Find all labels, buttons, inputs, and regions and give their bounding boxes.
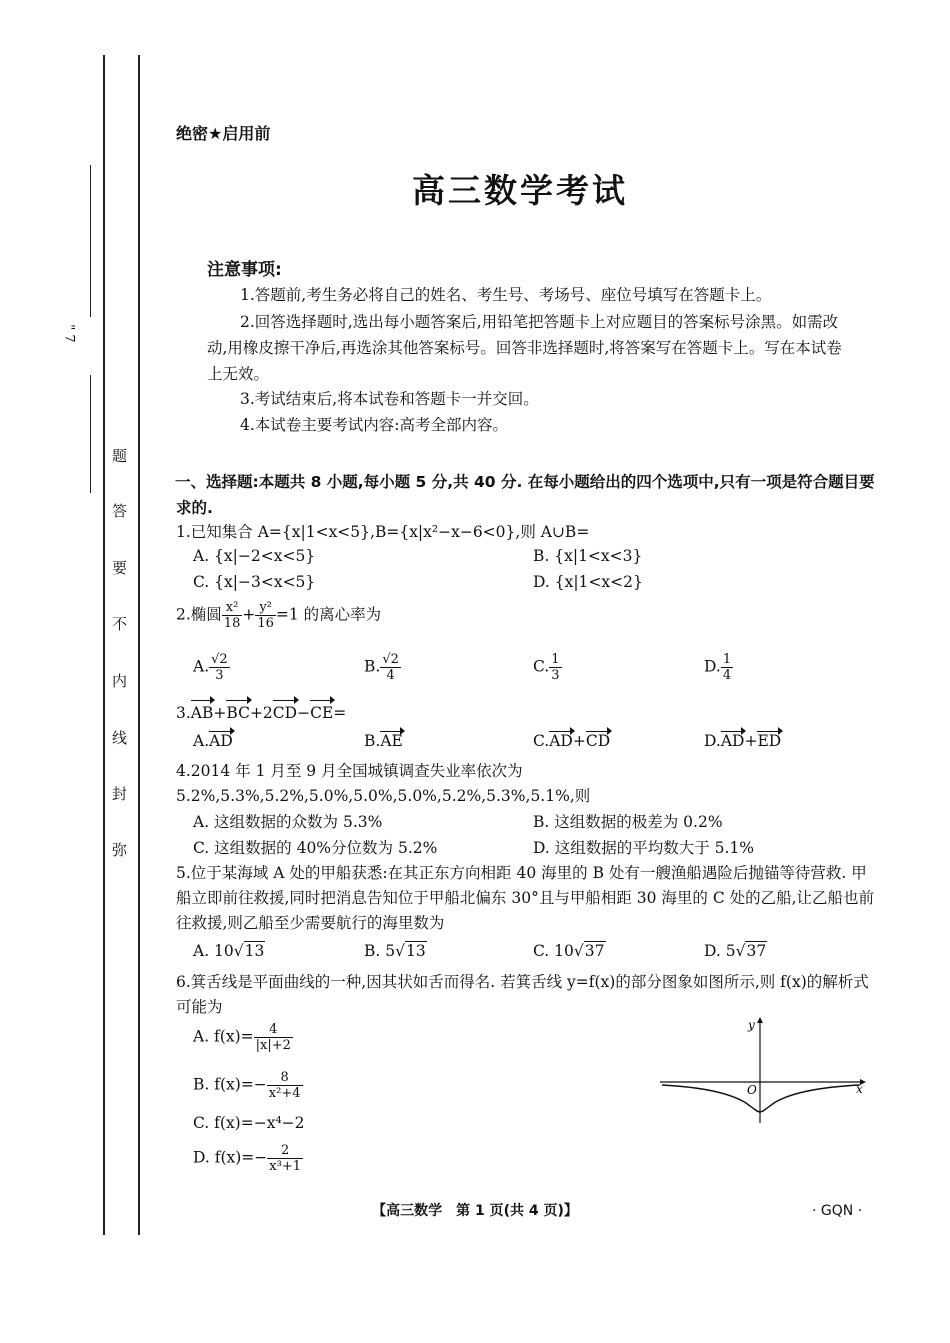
- label: D. f(x)=−: [193, 1148, 268, 1167]
- fraction: [267, 1143, 303, 1174]
- label: A.: [193, 657, 210, 676]
- binding-line-left: [103, 55, 105, 1235]
- q2-option-d: [704, 652, 733, 683]
- seal-char: 线: [112, 729, 128, 747]
- q5-option-d: D. 5√37: [704, 942, 767, 960]
- secret-label: 绝密★启用前: [176, 124, 271, 143]
- q4-option-b: B. 这组数据的极差为 0.2%: [533, 813, 723, 831]
- label: B.: [364, 732, 381, 750]
- page-footer: 【高三数学 第 1 页(共 4 页)】: [372, 1203, 578, 1219]
- q2-option-b: [364, 652, 401, 683]
- page-title: 高三数学考试: [412, 171, 628, 210]
- vector: BC: [226, 701, 250, 726]
- denominator: 4: [386, 668, 395, 683]
- question-6-stem: 6.箕舌线是平面曲线的一种,因其状如舌而得名. 若箕舌线 y=f(x)的部分图象如图所示,则 f(x)的解析式可能为: [176, 973, 869, 1016]
- fraction: [380, 652, 401, 683]
- question-4-stem: 4.2014 年 1 月至 9 月全国城镇调查失业率依次为 5.2%,5.3%,5.2%,5.0%,5.0%,5.0%,5.2%,5.3%,5.1%,则: [176, 762, 591, 805]
- q6-option-b: [193, 1070, 303, 1101]
- seal-char: 题: [112, 447, 128, 465]
- q6-option-a: [193, 1022, 293, 1053]
- question-5-stem: 5.位于某海域 A 处的甲船获悉:在其正东方向相距 40 海里的 B 处有一艘渔船遇险后抛锚等待营救. 甲船立即前往救援,同时把消息告知位于甲船北偏东 30°且与甲船相距 30 海里的 C 处的乙船,让乙船也前往救援,则乙船至少需要航行的海里数为: [176, 864, 875, 932]
- numerator: 1: [722, 652, 732, 667]
- denominator: 3: [551, 668, 560, 683]
- q4-option-c: C. 这组数据的 40%分位数为 5.2%: [193, 839, 438, 857]
- vector: AE: [380, 732, 403, 750]
- op: +: [213, 704, 227, 722]
- q1-option-d: D. {x|1<x<2}: [533, 573, 643, 591]
- q6-option-d: [193, 1143, 303, 1174]
- paper-code: · GQN ·: [812, 1203, 863, 1219]
- op: −: [297, 704, 311, 722]
- q1-option-b: B. {x|1<x<3}: [533, 547, 643, 565]
- q3-option-d: [704, 732, 781, 750]
- q3-option-a: [193, 732, 233, 750]
- q1-option-c: C. {x|−3<x<5}: [193, 573, 316, 591]
- seal-char: 内: [112, 672, 128, 690]
- binding-line-right: [138, 55, 140, 1235]
- fraction: [549, 652, 561, 683]
- op: =: [333, 704, 347, 722]
- denominator: 3: [215, 668, 224, 683]
- label: C.: [533, 657, 550, 676]
- witch-curve-graph: [660, 1015, 870, 1125]
- fraction: [721, 652, 733, 683]
- label: A. f(x)=: [193, 1027, 254, 1046]
- label: D.: [704, 732, 721, 750]
- question-1-stem: 1.已知集合 A={x|1<x<5},B={x|x²−x−6<0},则 A∪B=: [176, 523, 590, 541]
- denominator: 16: [257, 616, 274, 631]
- seal-char: 封: [112, 785, 128, 803]
- denominator: |x|+2: [255, 1038, 291, 1053]
- q4-option-a: A. 这组数据的众数为 5.3%: [193, 813, 383, 831]
- q3-option-b: [364, 732, 403, 750]
- fraction: [209, 652, 230, 683]
- fraction: [254, 1022, 293, 1053]
- question-2-stem: [176, 600, 881, 631]
- axis-label-y: y: [748, 1018, 755, 1032]
- label: C. 10: [533, 942, 574, 960]
- numerator: y²: [255, 600, 276, 616]
- label: A. 10: [193, 942, 234, 960]
- fraction: [267, 1070, 303, 1101]
- seal-char: 不: [112, 615, 128, 633]
- plus: +: [242, 605, 256, 624]
- vector: CD: [273, 701, 297, 726]
- question-3-stem: [176, 701, 881, 726]
- seal-char: 答: [112, 502, 128, 520]
- q6-option-c: C. f(x)=−x⁴−2: [193, 1114, 305, 1132]
- notice-item: 2.回答选择题时,选出每小题答案后,用铅笔把答题卡上对应题目的答案标号涂黑。如需改动,用橡皮擦干净后,再选涂其他答案标号。回答非选择题时,将答案写在答题卡上。写在本试卷上无效。: [207, 313, 842, 383]
- notice-item: 1.答题前,考生务必将自己的姓名、考生号、考场号、座位号填写在答题卡上。: [240, 286, 772, 304]
- radicand: 37: [746, 942, 767, 960]
- label: B. f(x)=−: [193, 1075, 267, 1094]
- vector: AD: [209, 732, 233, 750]
- y-axis-arrow: [757, 1017, 763, 1023]
- label: C.: [533, 732, 550, 750]
- q2-option-c: [533, 652, 562, 683]
- label: B. 5: [364, 942, 396, 960]
- q4-option-d: D. 这组数据的平均数大于 5.1%: [533, 839, 755, 857]
- q3-number: 3.: [176, 704, 191, 722]
- radicand: 13: [244, 942, 265, 960]
- vector: AD: [720, 732, 745, 750]
- radicand: 13: [406, 942, 426, 960]
- numerator: 8: [267, 1070, 303, 1086]
- q5-option-c: C. 10√37: [533, 942, 605, 960]
- section-heading: 一、选择题:本题共 8 小题,每小题 5 分,共 40 分. 在每小题给出的四个选项中,只有一项是符合题目要求的.: [175, 473, 875, 517]
- curve: [662, 1085, 860, 1112]
- vector: AB: [191, 701, 214, 726]
- vector: ED: [757, 732, 782, 750]
- denominator: x³+1: [269, 1159, 301, 1174]
- op: +2: [249, 704, 273, 722]
- label: D.: [704, 657, 721, 676]
- notice-item: 3.考试结束后,将本试卷和答题卡一并交回。: [240, 390, 539, 408]
- numerator: 2: [267, 1143, 303, 1159]
- notice-item: 4.本试卷主要考试内容:高考全部内容。: [240, 416, 509, 434]
- op: +: [572, 732, 586, 750]
- q2-option-a: [193, 652, 230, 683]
- numerator: √2: [211, 652, 228, 667]
- axis-label-x: x: [856, 1082, 863, 1096]
- q2-suffix: =1 的离心率为: [275, 605, 382, 624]
- numerator: 1: [551, 652, 560, 667]
- denominator: 4: [722, 668, 732, 683]
- label: B.: [364, 657, 381, 676]
- q2-frac-x: [222, 600, 243, 631]
- numerator: 4: [254, 1022, 293, 1038]
- denominator: 18: [223, 616, 241, 631]
- notice-title: 注意事项:: [207, 260, 282, 280]
- seal-char: 要: [112, 559, 128, 577]
- q2-prefix: 2.椭圆: [176, 605, 222, 624]
- q2-frac-y: [255, 600, 276, 631]
- side-rule-bottom: [90, 375, 91, 493]
- seal-char: 弥: [112, 841, 128, 859]
- side-mark: " 7: [61, 324, 77, 343]
- vector: CD: [585, 732, 611, 750]
- vector: CE: [310, 701, 333, 726]
- q3-option-c: [533, 732, 610, 750]
- label: A.: [193, 732, 210, 750]
- op: +: [744, 732, 758, 750]
- numerator: √2: [382, 652, 399, 667]
- radicand: 37: [584, 942, 605, 960]
- q1-option-a: A. {x|−2<x<5}: [193, 547, 316, 565]
- origin-label: O: [747, 1083, 757, 1097]
- q5-option-b: B. 5√13: [364, 942, 426, 960]
- vector: AD: [549, 732, 573, 750]
- q5-option-a: A. 10√13: [193, 942, 265, 960]
- denominator: x²+4: [268, 1086, 301, 1101]
- numerator: x²: [222, 600, 243, 616]
- label: D. 5: [704, 942, 736, 960]
